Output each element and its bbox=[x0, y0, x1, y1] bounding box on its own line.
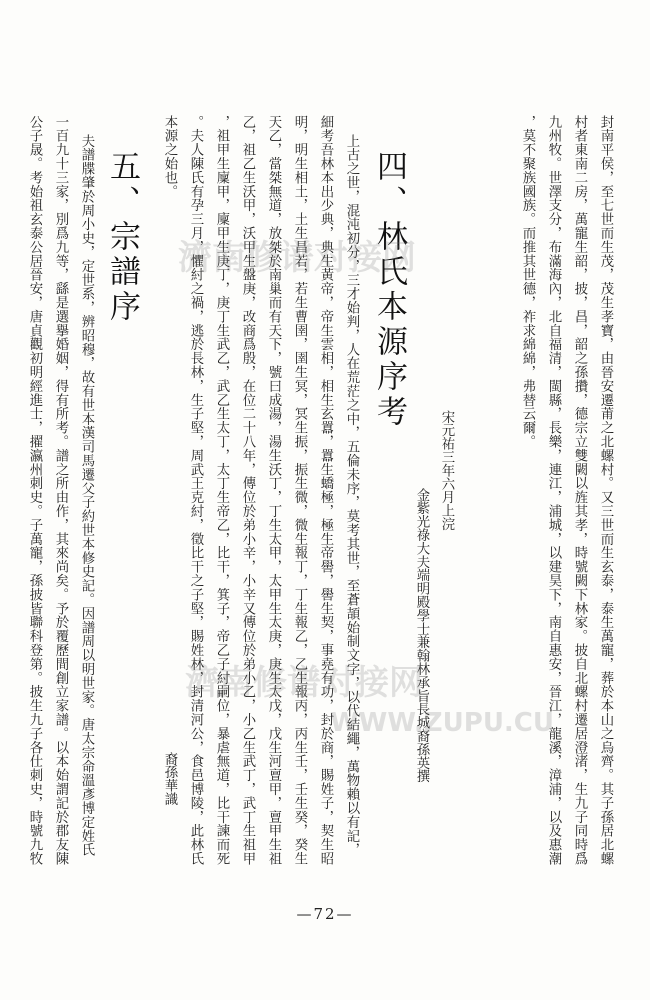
intro-column: ，莫不聚族國族。而推其世德，祚求綿綿，弗替云爾。 bbox=[520, 115, 535, 449]
section5-column: 公子晟。考始祖玄泰公居晉安，唐貞觀初明經進士，擢瀛州刺史。子萬寵，孫披皆聯科登第。披生九子各仕刺史，時號九牧 bbox=[27, 115, 42, 866]
section5-column: 一百九十三家，別爲九等，繇是選擧婚姻，得有所考。譜之所由作，其來尚矣。予於覆歷間創立家譜。以本始謂記於郡友陳 bbox=[53, 115, 68, 866]
section4-column: 上古之世，混沌初分，三才始判，人在荒茫之中，五倫未序，莫考其世，至蒼頡始制文字，以代結繩，萬物賴以有記， bbox=[344, 134, 359, 857]
intro-column: 村者東南二房，萬寵生韶，披，昌，韶之孫攢，德宗立雙闕以旌其孝，時號闕下林家。披自北螺村遷居澄渚，生九子同時爲 bbox=[572, 115, 587, 866]
watermark: 濟南修谱对接网 bbox=[185, 663, 423, 703]
section4-author: 金紫光祿大夫端明殿學士兼翰林承旨長城裔孫英撰 bbox=[414, 488, 429, 783]
section4-column: 本源之始也。 bbox=[162, 115, 177, 199]
section4-column: ，祖甲生廩甲，廩甲生庚丁，庚丁生武乙，武乙生太丁，太丁生帝乙，比干，箕子，帝乙子紂嗣位，暴虐無道，比干諫而死 bbox=[214, 115, 229, 866]
section5-column: 夫譜牒肇於周小史，定世系，辨昭穆，故有世本漢司馬遷父子約世本修史記。因譜周以明世家。唐太宗命溫彥博定姓氏 bbox=[79, 134, 94, 857]
intro-column: 封南平侯，至七世而生茂，茂生孝寶，由晉安遷莆之北螺村。又三世而生玄泰，泰生萬寵，葬於本山之烏齊。其子孫居北螺 bbox=[598, 115, 613, 866]
section4-column: 。夫人陳氏有孕三月，懼紂之禍，逃於長林，生子堅，周武王克紂，徵比干之子堅，賜姓林，封清河公，食邑博陵，此林氏 bbox=[188, 115, 203, 866]
page-number: —72— bbox=[296, 905, 354, 923]
section4-date: 宋元祐三年六月上浣 bbox=[439, 410, 454, 531]
watermark: WWW.ZUPU.CU bbox=[330, 708, 554, 738]
section4-column: 明，明生相土，土生昌若，若生曹圉，圉生冥，冥生振，振生微，微生報丁，丁生報乙，乙生報丙，丙生壬，壬生癸，癸生 bbox=[292, 115, 307, 866]
section4-column: 細考吾林本出少典，典生黃帝，帝生雲相，相生玄囂，囂生蟜極，極生帝嚳，嚳生契，事堯有功，封於商，賜姓子，契生昭 bbox=[318, 115, 333, 866]
watermark: 濟南修谱对接网 bbox=[178, 238, 416, 278]
section5-heading: 五、宗譜序 bbox=[104, 150, 140, 325]
section4-column: 天乙，當桀無道，放桀於南巢而有天下，號曰成湯，湯生沃丁，丁生太甲，太甲生太庚，庚生太戊，戊生河亶甲，亶甲生祖 bbox=[266, 115, 281, 866]
section4-heading: 四、林氏本源序考 bbox=[371, 150, 407, 430]
section4-column: 乙，祖乙生沃甲，沃甲生盤庚，改商爲殷，在位二十八年，傳位於弟小辛，小辛又傳位於弟小乙，小乙生武丁，武丁生祖甲 bbox=[240, 115, 255, 866]
intro-column: 九州牧。世澤支分，布滿海內，北自福清，閩縣，長樂，連江，浦城，以建昊下，南自惠安，晉江，龍溪，漳浦，以及惠潮 bbox=[546, 115, 561, 866]
section4-signature: 裔孫華識 bbox=[162, 752, 177, 806]
